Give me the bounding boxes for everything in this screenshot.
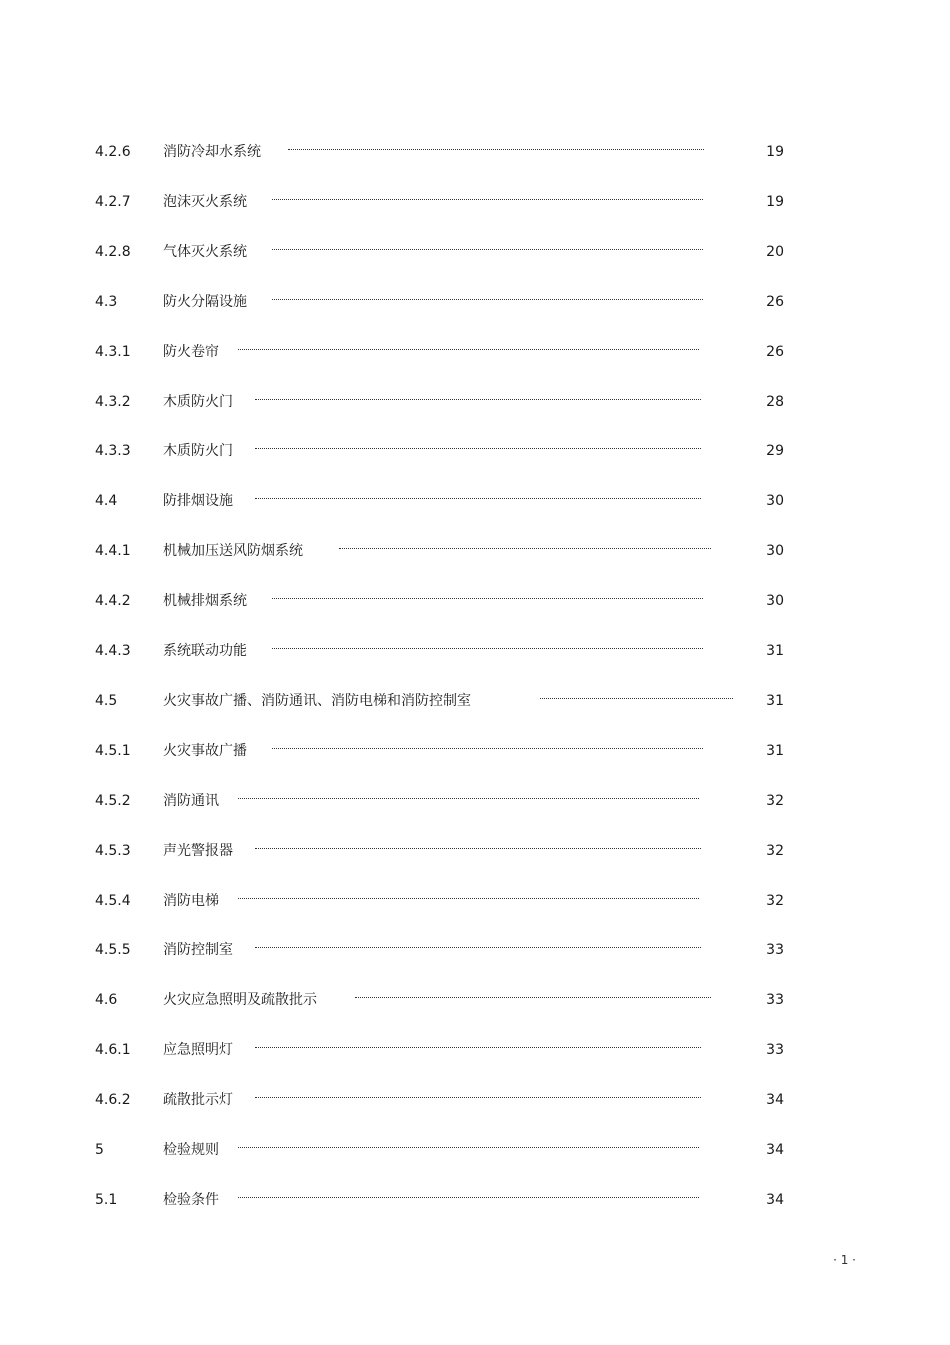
toc-entry-title: 气体灭火系统 <box>163 244 247 260</box>
toc-dot-leader <box>355 997 711 1000</box>
toc-dot-leader <box>238 798 699 801</box>
toc-entry-number: 4.2.8 <box>95 244 131 260</box>
toc-entry[interactable] <box>0 938 950 962</box>
toc-entry-number: 4.6.1 <box>95 1042 131 1058</box>
toc-dot-leader <box>272 598 703 601</box>
toc-dot-leader <box>238 349 699 352</box>
toc-entry-page: 34 <box>766 1142 784 1158</box>
toc-entry-number: 4.4.3 <box>95 643 131 659</box>
toc-entry-number: 4.2.7 <box>95 194 131 210</box>
toc-entry[interactable] <box>0 789 950 813</box>
toc-entry-page: 30 <box>766 543 784 559</box>
toc-entry[interactable] <box>0 489 950 513</box>
toc-dot-leader <box>238 898 699 901</box>
toc-entry-number: 4.5.1 <box>95 743 131 759</box>
toc-entry-number: 4.3.2 <box>95 394 131 410</box>
toc-entry-title: 防火卷帘 <box>163 344 219 360</box>
toc-entry-title: 木质防火门 <box>163 394 233 410</box>
toc-entry[interactable] <box>0 988 950 1012</box>
toc-entry-title: 火灾事故广播 <box>163 743 247 759</box>
toc-entry-number: 4.2.6 <box>95 144 131 160</box>
toc-entry-number: 4.5.3 <box>95 843 131 859</box>
toc-entry-title: 应急照明灯 <box>163 1042 233 1058</box>
toc-entry[interactable] <box>0 1088 950 1112</box>
toc-entry-number: 4.3.1 <box>95 344 131 360</box>
toc-entry-title: 声光警报器 <box>163 843 233 859</box>
toc-dot-leader <box>288 149 704 152</box>
toc-entry-page: 30 <box>766 593 784 609</box>
toc-entry[interactable] <box>0 589 950 613</box>
toc-entry[interactable] <box>0 439 950 463</box>
toc-entry[interactable] <box>0 689 950 713</box>
toc-entry-title: 消防通讯 <box>163 793 219 809</box>
toc-entry[interactable] <box>0 1188 950 1212</box>
toc-entry-page: 32 <box>766 843 784 859</box>
toc-entry-title: 木质防火门 <box>163 443 233 459</box>
toc-entry-page: 28 <box>766 394 784 410</box>
toc-dot-leader <box>255 1047 701 1050</box>
toc-entry-title: 机械加压送风防烟系统 <box>163 543 303 559</box>
toc-entry-number: 4.4.2 <box>95 593 131 609</box>
toc-entry-title: 消防冷却水系统 <box>163 144 261 160</box>
toc-entry[interactable] <box>0 140 950 164</box>
toc-dot-leader <box>255 498 701 501</box>
toc-entry-page: 20 <box>766 244 784 260</box>
toc-entry-number: 4.5.5 <box>95 942 131 958</box>
toc-entry-page: 34 <box>766 1092 784 1108</box>
toc-entry-title: 机械排烟系统 <box>163 593 247 609</box>
toc-entry-title: 疏散批示灯 <box>163 1092 233 1108</box>
toc-entry-number: 4.5.2 <box>95 793 131 809</box>
toc-entry[interactable] <box>0 739 950 763</box>
toc-entry-page: 33 <box>766 992 784 1008</box>
toc-entry[interactable] <box>0 190 950 214</box>
toc-dot-leader <box>272 648 703 651</box>
toc-entry[interactable] <box>0 240 950 264</box>
toc-dot-leader <box>255 947 701 950</box>
toc-dot-leader <box>272 199 703 202</box>
toc-dot-leader <box>255 399 701 402</box>
toc-entry-title: 防排烟设施 <box>163 493 233 509</box>
toc-entry-number: 4.4.1 <box>95 543 131 559</box>
toc-entry-number: 5.1 <box>95 1192 118 1208</box>
toc-entry-title: 消防电梯 <box>163 893 219 909</box>
toc-entry-page: 34 <box>766 1192 784 1208</box>
toc-entry[interactable] <box>0 340 950 364</box>
toc-entry[interactable] <box>0 390 950 414</box>
toc-entry-title: 泡沫灭火系统 <box>163 194 247 210</box>
toc-dot-leader <box>255 448 701 451</box>
toc-entry-page: 32 <box>766 893 784 909</box>
toc-entry-number: 4.5 <box>95 693 118 709</box>
toc-entry-page: 33 <box>766 942 784 958</box>
toc-entry[interactable] <box>0 539 950 563</box>
toc-entry-page: 19 <box>766 144 784 160</box>
toc-entry-page: 32 <box>766 793 784 809</box>
toc-entry-number: 4.6 <box>95 992 118 1008</box>
toc-entry-number: 4.5.4 <box>95 893 131 909</box>
toc-entry-page: 33 <box>766 1042 784 1058</box>
toc-dot-leader <box>540 698 733 701</box>
toc-entry-title: 火灾事故广播、消防通讯、消防电梯和消防控制室 <box>163 693 471 709</box>
toc-entry-title: 防火分隔设施 <box>163 294 247 310</box>
toc-dot-leader <box>339 548 711 551</box>
toc-entry-page: 19 <box>766 194 784 210</box>
toc-entry[interactable] <box>0 839 950 863</box>
toc-dot-leader <box>272 249 703 252</box>
toc-entry-number: 4.3 <box>95 294 118 310</box>
toc-dot-leader <box>255 1097 701 1100</box>
toc-entry-page: 26 <box>766 344 784 360</box>
toc-entry-page: 31 <box>766 693 784 709</box>
toc-entry[interactable] <box>0 1138 950 1162</box>
toc-entry-page: 29 <box>766 443 784 459</box>
toc-entry-page: 30 <box>766 493 784 509</box>
toc-entry-title: 系统联动功能 <box>163 643 247 659</box>
toc-entry-title: 检验条件 <box>163 1192 219 1208</box>
toc-dot-leader <box>255 848 701 851</box>
toc-entry-title: 火灾应急照明及疏散批示 <box>163 992 317 1008</box>
toc-entry-number: 4.3.3 <box>95 443 131 459</box>
toc-entry[interactable] <box>0 1038 950 1062</box>
toc-entry-number: 4.6.2 <box>95 1092 131 1108</box>
toc-dot-leader <box>272 748 703 751</box>
toc-entry-title: 检验规则 <box>163 1142 219 1158</box>
toc-entry-title: 消防控制室 <box>163 942 233 958</box>
toc-dot-leader <box>272 299 703 302</box>
toc-entry-page: 31 <box>766 743 784 759</box>
toc-entry-number: 5 <box>95 1142 104 1158</box>
toc-entry-page: 26 <box>766 294 784 310</box>
toc-entry[interactable] <box>0 639 950 663</box>
toc-entry[interactable] <box>0 290 950 314</box>
toc-dot-leader <box>238 1147 699 1150</box>
toc-entry-page: 31 <box>766 643 784 659</box>
toc-entry-number: 4.4 <box>95 493 118 509</box>
toc-entry[interactable] <box>0 889 950 913</box>
page-number: · 1 · <box>833 1253 856 1267</box>
toc-dot-leader <box>238 1197 699 1200</box>
